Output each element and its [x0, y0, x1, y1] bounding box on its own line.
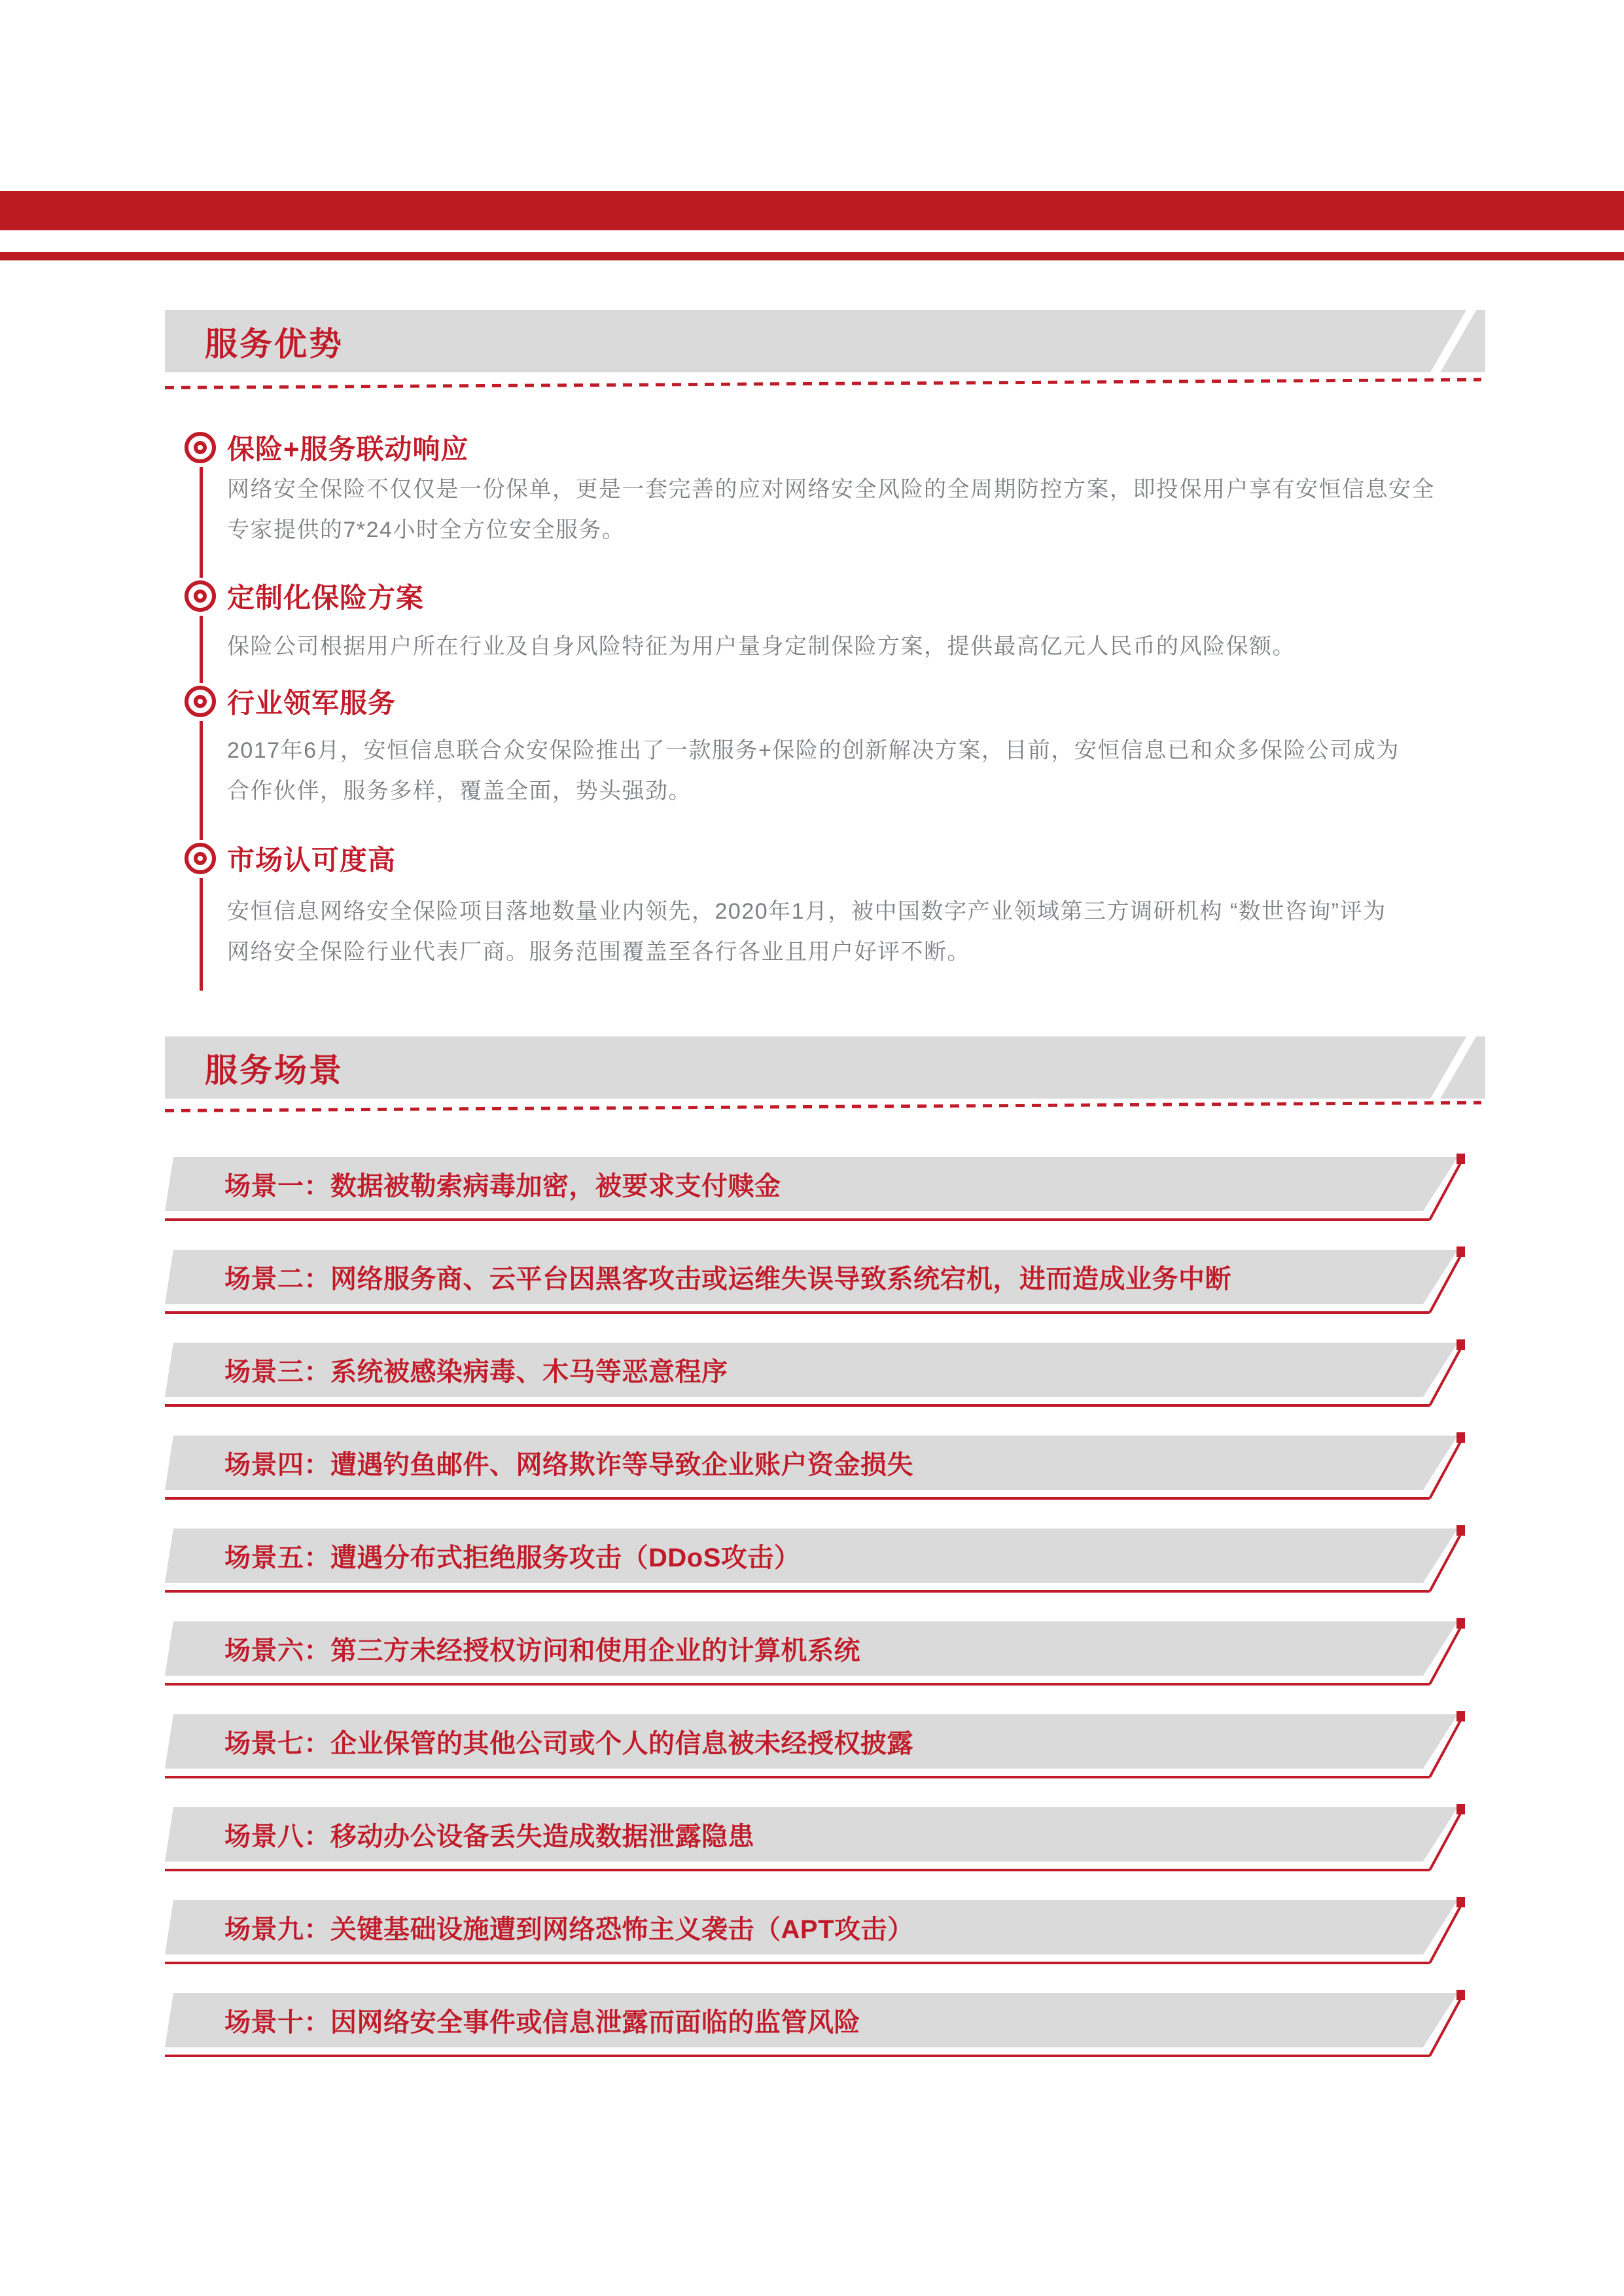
top-red-bar-thick: [0, 191, 1624, 230]
scenario-banner: [165, 1714, 1474, 1790]
bullseye-icon: [185, 432, 216, 463]
scenario-banner: [165, 1621, 1474, 1697]
advantage-title: 保险+服务联动响应: [227, 434, 469, 465]
top-red-bar-thin: [0, 252, 1624, 260]
vertical-connector-line: [200, 616, 203, 683]
scenario-underline: [165, 1311, 1430, 1314]
scenario-text: 场景四：遭遇钓鱼邮件、网络欺诈等导致企业账户资金损失: [224, 1451, 913, 1479]
scenario-tick-icon: [1456, 1990, 1465, 2000]
scenario-text: 场景七：企业保管的其他公司或个人的信息被未经授权披露: [224, 1729, 913, 1758]
scenario-banner: [165, 1528, 1474, 1604]
scenario-text: 场景三：系统被感染病毒、木马等恶意程序: [224, 1358, 728, 1386]
scenario-banner: [165, 1157, 1474, 1233]
bullseye-icon: [185, 686, 216, 717]
advantage-body-line: 安恒信息网络安全保险项目落地数量业内领先，2020年1月，被中国数字产业领域第三方调研机构 “数世咨询”评为: [227, 899, 1386, 924]
scenario-tick-icon: [1456, 1618, 1465, 1629]
bullseye-icon-inner: [194, 590, 207, 603]
dashed-divider: [165, 378, 1481, 389]
scenario-underline: [165, 1590, 1430, 1593]
scenario-underline: [165, 1404, 1430, 1407]
section-title-advantages: 服务优势: [205, 325, 344, 362]
advantage-body: [227, 469, 1470, 550]
scenario-banner: [165, 1436, 1474, 1511]
scenario-tick-icon: [1456, 1246, 1465, 1257]
advantage-title: 行业领军服务: [227, 688, 397, 718]
scenario-text: 场景十：因网络安全事件或信息泄露而面临的监管风险: [224, 2008, 860, 2037]
bullseye-icon-inner: [194, 695, 207, 708]
scenario-underline: [165, 1683, 1430, 1686]
scenario-tick-icon: [1456, 1525, 1465, 1536]
advantage-body: [227, 891, 1470, 972]
advantage-body: [227, 730, 1470, 811]
header-slash-icon: [1429, 1036, 1477, 1099]
advantage-title: 市场认可度高: [227, 845, 397, 875]
scenario-banner: [165, 1993, 1474, 2069]
scenario-underline: [165, 1869, 1430, 1871]
section-header-advantages: [165, 310, 1485, 372]
advantage-title: 定制化保险方案: [227, 582, 425, 613]
dashed-divider: [165, 1101, 1481, 1112]
advantage-body-line: 专家提供的7*24小时全方位安全服务。: [227, 518, 626, 542]
bullseye-icon-inner: [194, 441, 207, 454]
vertical-connector-line: [200, 878, 203, 991]
advantage-body-line: 保险公司根据用户所在行业及自身风险特征为用户量身定制保险方案，提供最高亿元人民币的风险保额。: [227, 634, 1296, 659]
bullseye-icon: [185, 843, 216, 874]
scenario-text: 场景一：数据被勒索病毒加密，被要求支付赎金: [224, 1172, 781, 1201]
scenario-banner: [165, 1807, 1474, 1883]
scenario-banner: [165, 1343, 1474, 1419]
scenario-underline: [165, 1962, 1430, 1964]
scenario-text: 场景八：移动办公设备丢失造成数据泄露隐患: [224, 1822, 754, 1851]
scenario-text: 场景九：关键基础设施遭到网络恐怖主义袭击（APT攻击）: [224, 1915, 914, 1944]
scenario-text: 场景五：遭遇分布式拒绝服务攻击（DDoS攻击）: [224, 1544, 801, 1572]
advantage-body-line: 2017年6月，安恒信息联合众安保险推出了一款服务+保险的创新解决方案，目前，安恒信息已和众多保险公司成为: [227, 738, 1400, 763]
scenario-tick-icon: [1456, 1432, 1465, 1443]
advantage-body-line: 网络安全保险行业代表厂商。服务范围覆盖至各行各业且用户好评不断。: [227, 940, 970, 964]
advantage-body: [227, 626, 1470, 667]
scenario-underline: [165, 1776, 1430, 1778]
scenario-tick-icon: [1456, 1804, 1465, 1814]
scenario-text: 场景二：网络服务商、云平台因黑客攻击或运维失误导致系统宕机，进而造成业务中断: [224, 1265, 1231, 1294]
scenario-tick-icon: [1456, 1711, 1465, 1722]
scenario-banner: [165, 1900, 1474, 1976]
scenario-tick-icon: [1456, 1897, 1465, 1907]
bullseye-icon: [185, 580, 216, 612]
scenario-underline: [165, 2055, 1430, 2057]
scenario-underline: [165, 1497, 1430, 1500]
scenario-tick-icon: [1456, 1339, 1465, 1350]
section-header-scenarios: [165, 1036, 1485, 1099]
section-title-scenarios: 服务场景: [205, 1051, 344, 1089]
vertical-connector-line: [200, 467, 203, 578]
advantage-body-line: 合作伙伴，服务多样，覆盖全面，势头强劲。: [227, 779, 692, 804]
scenario-underline: [165, 1218, 1430, 1221]
advantage-body-line: 网络安全保险不仅仅是一份保单，更是一套完善的应对网络安全风险的全周期防控方案，即投保用户享有安恒信息安全: [227, 477, 1435, 502]
vertical-connector-line: [200, 721, 203, 840]
bullseye-icon-inner: [194, 852, 207, 865]
scenario-banner: [165, 1250, 1474, 1326]
scenario-text: 场景六：第三方未经授权访问和使用企业的计算机系统: [224, 1636, 860, 1665]
header-slash-icon: [1429, 310, 1477, 372]
scenario-tick-icon: [1456, 1154, 1465, 1164]
